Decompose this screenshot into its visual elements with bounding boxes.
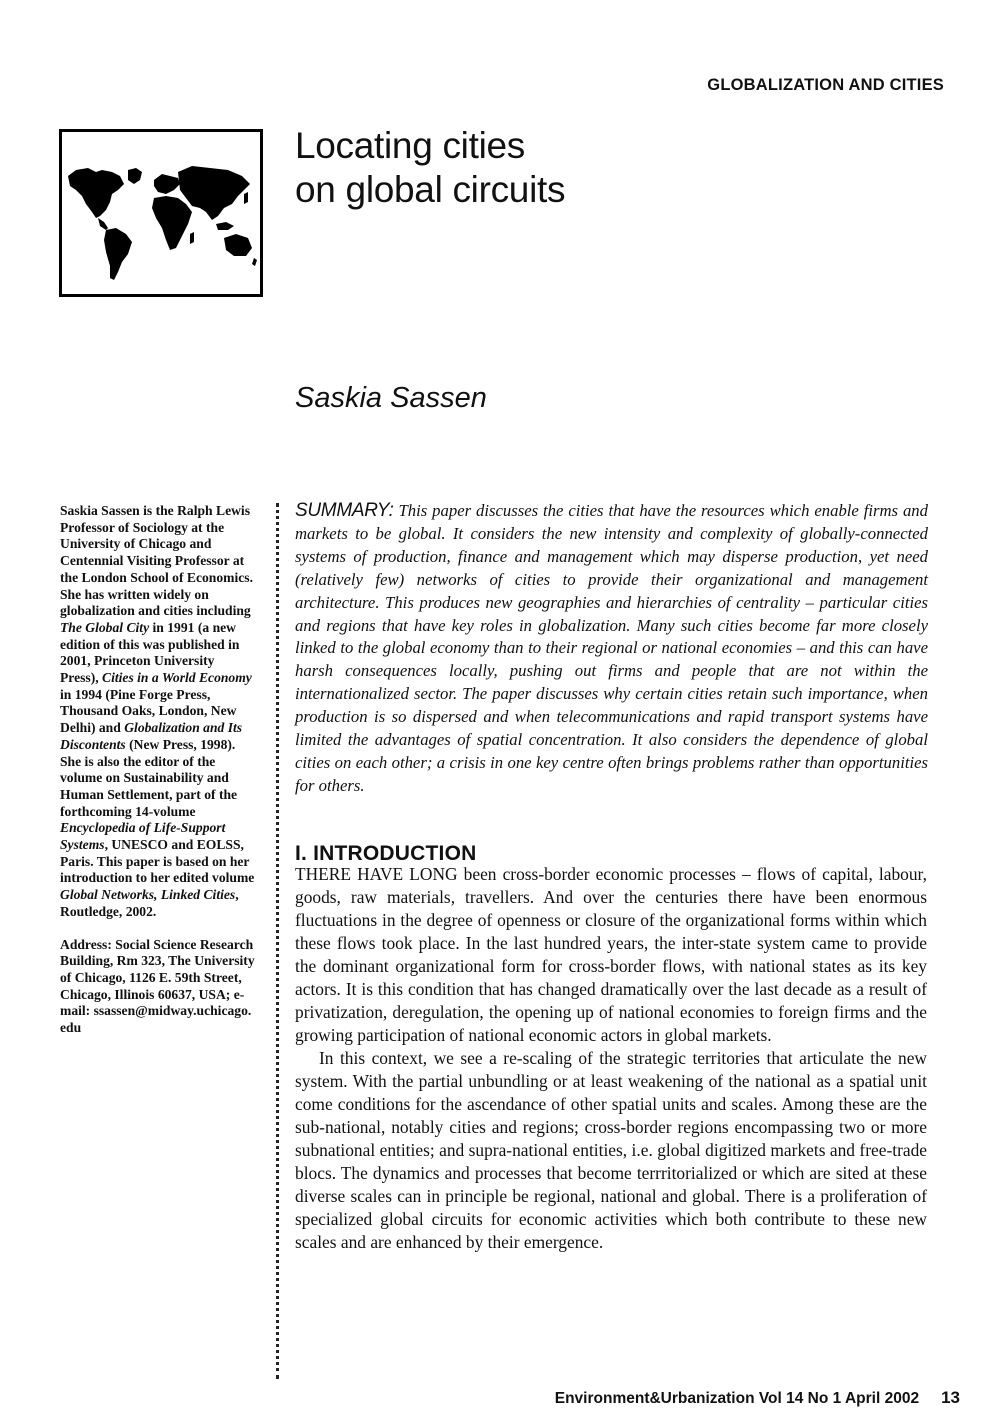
column-divider — [276, 503, 279, 1379]
bio-book-title: Global Networks, Linked Cities — [60, 887, 236, 903]
bio-text: (New Press, 1998). She is also the editor of the volume on Sustainability and Human Settlement, part of the forthcoming 14-volume — [60, 736, 238, 819]
islands-shape — [216, 222, 234, 230]
bio-paragraph — [60, 503, 256, 921]
bio-text: , Routledge, 2002. — [60, 887, 239, 919]
bio-text: Saskia Sassen is the Ralph Lewis Professor of Sociology at the University of Chicago and Centennial Visiting Professor at the London School of Economics. She has written widely on globalization and cities including — [60, 503, 253, 619]
article-author: Saskia Sassen — [295, 382, 487, 414]
bio-book-title: Cities in a World Economy — [102, 670, 252, 686]
logo-box — [59, 129, 263, 297]
bio-book-title: Globalization and Its Discontents — [60, 720, 243, 752]
south-america-shape — [104, 228, 132, 280]
bio-book-title: Encyclopedia of Life-Support Systems — [60, 820, 226, 853]
article-title-line-2: on global circuits — [295, 169, 566, 210]
new-zealand-shape — [252, 258, 257, 266]
africa-shape — [152, 196, 192, 250]
page-number: 13 — [941, 1388, 960, 1407]
summary-label: SUMMARY: — [295, 500, 394, 521]
section-heading: I. INTRODUCTION — [295, 842, 477, 865]
bio-address: Address: Social Science Research Building, Rm 323, The University of Chicago, 1126 E. 59th Street, Chicago, Illinois 60637, USA; e-mail: ssassen@midway.uchicago. edu — [60, 936, 255, 1036]
north-america-shape — [68, 168, 124, 218]
summary-text: This paper discusses the cities that have the resources which enable firms and markets to be global. It considers the new intensity and complexity of globally-connected systems of production, finance and management which may disperse production, yet need (relatively few) networks of cities to provide their organizational and management architecture. This produces new geographies and hierarchies of centrality – particular cities and regions that have key roles in globalization. Many such cities become far more closely linked to the global economy than to their regional or national economies – and this can have harsh consequences locally, pushing out firms and people that are not within the internationalized sector. The paper discusses why certain cities retain such importance, when production is so dispersed and when telecommunications and rapid transport systems have limited the advantages of spatial concentration. It also considers the dependence of global cities on each other; a crisis in one key centre often brings problems rather than opportunities for others. — [295, 501, 928, 795]
madagascar-shape — [190, 232, 194, 244]
journal-citation: Environment&Urbanization Vol 14 No 1 April 2002 — [554, 1390, 920, 1407]
section-label: GLOBALIZATION AND CITIES — [707, 76, 944, 94]
body-paragraph-1: THERE HAVE LONG been cross-border economic processes – flows of capital, labour, goods, raw materials, travellers. And over the centuries there have been enormous fluctuations in the degree of openness or closure of the organizational forms within which these flows took place. In the last hundred years, the inter-state system came to provide the dominant organizational form for cross-border flows, with national states as its key actors. It is this condition that has changed dramatically over the last decade as a result of privatization, deregulation, the opening up of national economies to foreign firms and the growing participation of national economic actors in global markets. — [295, 864, 927, 1045]
article-title — [295, 124, 565, 212]
greenland-shape — [128, 168, 142, 184]
central-america-shape — [98, 218, 108, 230]
bio-text: in 1994 (Pine Forge Press, Thousand Oaks, London, New Delhi) and — [60, 686, 237, 736]
bio-book-title: The Global City — [60, 619, 150, 635]
body-paragraph-2: In this context, we see a re-scaling of the strategic territories that articulate the new system. With the partial unbundling or at least weakening of the national as a spatial unit come conditions for the ascendance of other spatial units and scales. Among these are the sub-national, notably cities and regions; cross-border regions encompassing two or more subnational entities; and supra-national entities, i.e. global digitized markets and free-trade blocs. The dynamics and processes that become terrritorialized or which are sited at these diverse scales can in principle be regional, national and global. There is a proliferation of specialized global circuits for economic activities which both contribute to these new scales and are enhanced by their emergence. — [295, 1048, 927, 1252]
bio-text: , UNESCO and EOLSS, Paris. This paper is based on her introduction to her edited volume — [60, 837, 255, 886]
article-title-line-1: Locating cities — [295, 125, 525, 166]
europe-shape — [154, 174, 180, 194]
japan-shape — [244, 192, 248, 204]
summary-block — [295, 500, 928, 798]
bio-text: in 1991 (a new edition of this was published in 2001, Princeton University Press), — [60, 619, 240, 686]
author-bio — [60, 503, 256, 1053]
world-map-icon — [62, 132, 260, 294]
australia-shape — [224, 234, 252, 256]
body-text — [295, 863, 927, 1254]
page-footer — [555, 1388, 960, 1408]
